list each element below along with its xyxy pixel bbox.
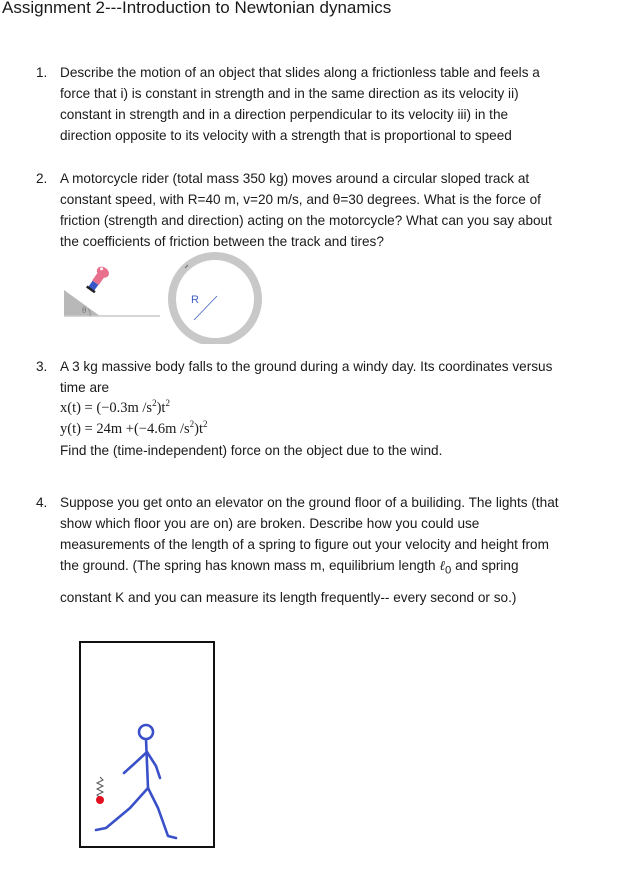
question-4 — [36, 492, 611, 608]
question-text-line: direction opposite to its velocity with a strength that is proportional to speed — [60, 128, 512, 143]
motorcycle-rider — [86, 264, 112, 293]
question-text-line: Describe the motion of an object that slides along a frictionless table and feels a — [60, 65, 540, 80]
question-3 — [36, 356, 611, 461]
angle-label: θ — [82, 305, 87, 315]
question-text-line: measurements of the length of a spring to figure out your velocity and height from — [60, 537, 549, 552]
question-number: 2. — [36, 171, 48, 186]
spring-mass-ball — [96, 796, 104, 804]
question-text-line: A 3 kg massive body falls to the ground during a windy day. Its coordinates versus — [60, 359, 553, 374]
question-number: 1. — [36, 65, 48, 80]
question-text-line: constant K and you can measure its length frequently-- every second or so.) — [60, 589, 517, 605]
radius-label: R — [191, 294, 199, 306]
equation-y: y(t) = 24m +(−4.6m $/s^2)t^2$ — [60, 419, 208, 437]
question-text-line: A motorcycle rider (total mass 350 kg) moves around a circular sloped track at — [60, 171, 530, 186]
question-text-line: constant in strength and in a direction perpendicular to its velocity iii) in the — [60, 107, 509, 122]
question-text-line: constant speed, with R=40 m, v=20 m/s, and θ=30 degrees. What is the force of — [60, 192, 541, 207]
question-number: 4. — [36, 495, 48, 510]
question-text-line: time are — [60, 380, 110, 395]
question-text-line: the coefficients of friction between the track and tires? — [60, 234, 384, 249]
equation-x: x(t) = (−0.3m $/s^2)t^2$ — [60, 398, 170, 416]
question-text-line: Suppose you get onto an elevator on the ground floor of a builiding. The lights (that — [60, 495, 559, 510]
page-title: Assignment 2---Introduction to Newtonian dynamics — [2, 0, 392, 17]
question-text-line: show which floor you are on) are broken. Describe how you could use — [60, 516, 480, 531]
question-text-line: force that i) is constant in strength and in the same direction as its velocity ii) — [60, 86, 519, 101]
spring-with-mass — [96, 777, 104, 804]
circular-track — [172, 256, 258, 342]
track-figure — [60, 252, 270, 344]
spring-coil — [97, 777, 103, 798]
question-text-line: Find the (time-independent) force on the object due to the wind. — [60, 443, 443, 458]
elevator-figure — [78, 640, 218, 850]
ell-symbol: ℓ — [439, 558, 445, 573]
sloped-track-cross-section — [64, 290, 160, 316]
question-number: 3. — [36, 359, 48, 374]
track-ring — [172, 256, 258, 342]
stick-figure — [96, 725, 176, 838]
question-text-line: friction (strength and direction) acting on the motorcycle? What can you say about — [60, 213, 552, 228]
question-text-line: the ground. (The spring has known mass m, equilibrium length ℓ$_0$ and spring — [60, 558, 519, 577]
question-2 — [36, 168, 611, 252]
question-1 — [36, 62, 611, 146]
